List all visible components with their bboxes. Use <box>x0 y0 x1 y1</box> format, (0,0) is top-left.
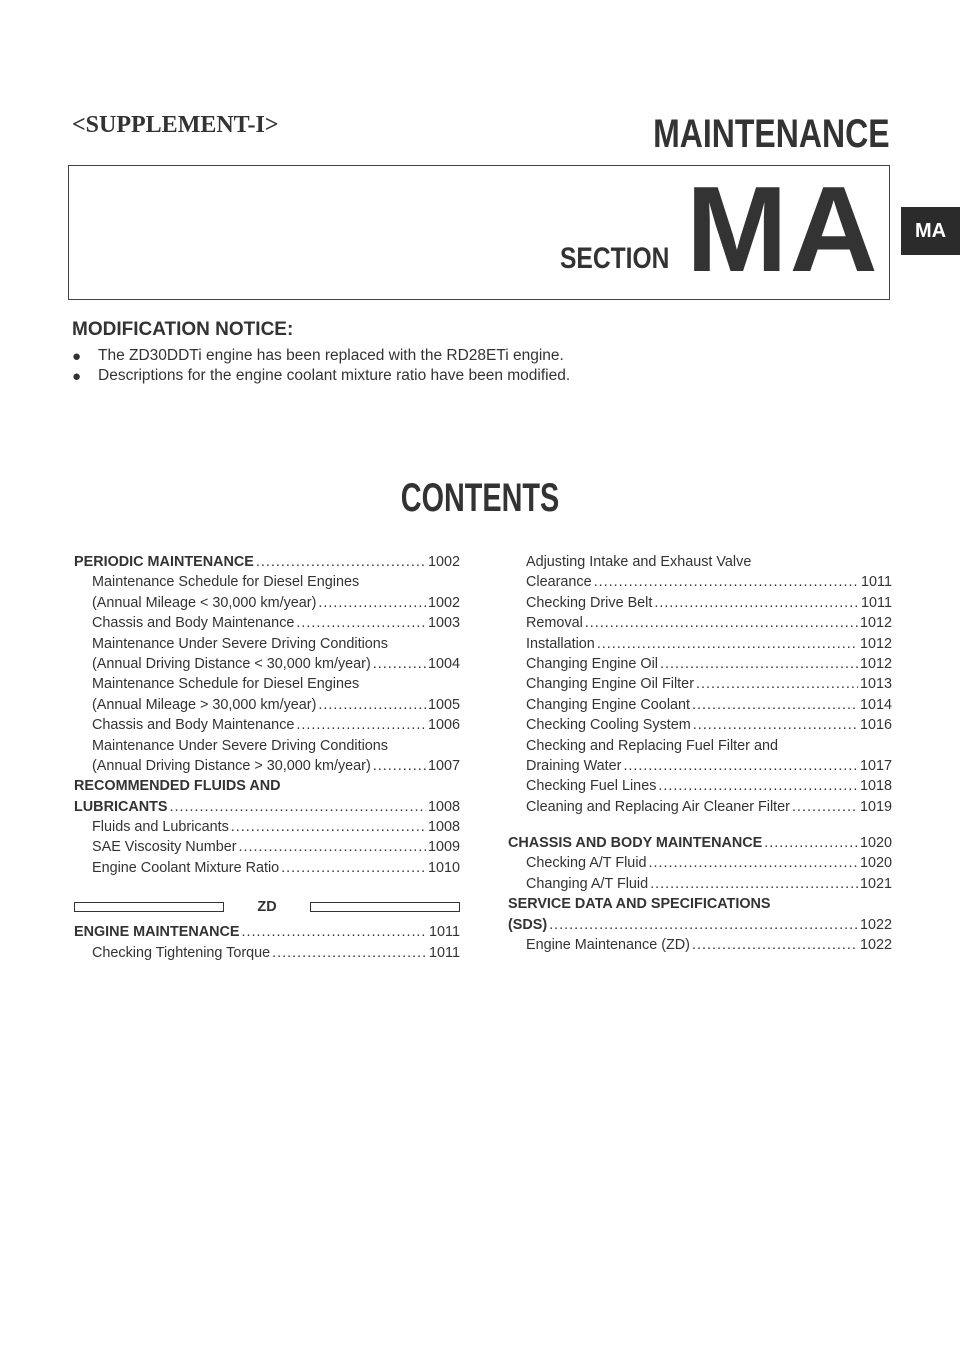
toc-entry-title: Changing Engine Coolant <box>526 696 691 713</box>
toc-entry-title: Checking Tightening Torque <box>92 944 271 961</box>
notice-text: The ZD30DDTi engine has been replaced with the RD28ETi engine. <box>98 347 564 364</box>
toc-leader <box>692 935 858 955</box>
toc-entry[interactable] <box>74 837 460 857</box>
toc-entry[interactable] <box>508 613 892 633</box>
toc-page: 1012 <box>859 655 892 672</box>
toc-entry[interactable] <box>74 858 460 878</box>
toc-entry[interactable] <box>508 776 892 796</box>
toc-leader <box>597 634 858 654</box>
toc-page: 1011 <box>429 924 460 941</box>
toc-page: 1002 <box>427 553 460 570</box>
toc-entry[interactable] <box>508 715 892 735</box>
toc-entry-chassis-body-maintenance[interactable] <box>508 833 892 853</box>
toc-entry-title: Checking Drive Belt <box>526 594 653 611</box>
toc-page: 1012 <box>859 615 892 632</box>
toc-entry[interactable] <box>508 853 892 873</box>
toc-leader <box>281 858 426 878</box>
toc-page: 1003 <box>427 615 460 632</box>
toc-entry-line[interactable]: Maintenance Schedule for Diesel Engines <box>92 676 360 693</box>
toc-leader <box>549 915 858 935</box>
toc-entry-title: Draining Water <box>526 757 622 774</box>
page-title: MAINTENANCE <box>653 112 890 156</box>
toc-entry-title: CHASSIS AND BODY MAINTENANCE <box>508 835 763 852</box>
toc-page: 1013 <box>859 676 892 693</box>
divider-bar <box>310 902 460 912</box>
toc-leader <box>594 572 859 592</box>
notice-text: Descriptions for the engine coolant mixture ratio have been modified. <box>98 367 571 384</box>
toc-leader <box>658 776 858 796</box>
toc-entry[interactable] <box>508 634 892 654</box>
toc-page: 1010 <box>427 859 460 876</box>
toc-page: 1018 <box>859 778 892 795</box>
toc-page: 1020 <box>859 855 892 872</box>
toc-entry[interactable] <box>508 756 892 776</box>
toc-entry-title: Clearance <box>526 574 592 591</box>
toc-page: 1009 <box>427 839 460 856</box>
toc-leader <box>692 695 858 715</box>
toc-page: 1005 <box>427 696 460 713</box>
modification-notice-list <box>72 346 570 386</box>
toc-entry-lubricants[interactable] <box>74 797 460 817</box>
toc-entry-title: (Annual Driving Distance > 30,000 km/year) <box>92 757 371 774</box>
toc-page: 1011 <box>861 594 892 611</box>
zd-divider-label: ZD <box>257 899 277 916</box>
toc-entry-title: Changing Engine Oil Filter <box>526 676 694 693</box>
notice-item <box>72 366 570 386</box>
toc-page: 1007 <box>427 757 460 774</box>
toc-entry-title: Chassis and Body Maintenance <box>92 615 295 632</box>
toc-entry-title: Changing A/T Fluid <box>526 875 649 892</box>
toc-leader <box>623 756 858 776</box>
toc-entry-title: PERIODIC MAINTENANCE <box>74 553 254 570</box>
toc-leader <box>231 817 426 837</box>
toc-leader <box>585 613 858 633</box>
toc-page: 1008 <box>427 819 460 836</box>
toc-leader <box>660 654 858 674</box>
spacer <box>508 817 892 833</box>
toc-leader <box>318 695 426 715</box>
toc-entry[interactable] <box>74 817 460 837</box>
toc-entry[interactable] <box>74 593 460 613</box>
toc-entry-title: Fluids and Lubricants <box>92 819 229 836</box>
toc-page: 1014 <box>859 696 892 713</box>
toc-entry[interactable] <box>508 572 892 592</box>
toc-page: 1006 <box>427 717 460 734</box>
toc-entry-line[interactable]: RECOMMENDED FLUIDS AND <box>74 778 281 795</box>
divider-bar <box>74 902 224 912</box>
toc-entry[interactable] <box>508 797 892 817</box>
toc-entry[interactable] <box>508 674 892 694</box>
contents-title: CONTENTS <box>400 476 560 520</box>
spacer <box>74 878 460 894</box>
toc-entry[interactable] <box>74 654 460 674</box>
toc-page: 1011 <box>861 574 892 591</box>
side-section-tab[interactable]: MA <box>901 207 960 255</box>
toc-entry[interactable] <box>74 756 460 776</box>
toc-entry-line[interactable]: Maintenance Under Severe Driving Conditions <box>92 737 388 754</box>
toc-entry-engine-maintenance[interactable] <box>74 922 460 942</box>
toc-entry-title: Engine Coolant Mixture Ratio <box>92 859 280 876</box>
supplement-label: <SUPPLEMENT-I> <box>72 112 279 138</box>
toc-entry-title: (Annual Driving Distance < 30,000 km/year) <box>92 655 371 672</box>
toc-leader <box>764 833 858 853</box>
contents-column-right <box>508 552 892 955</box>
toc-leader <box>693 715 858 735</box>
toc-page: 1002 <box>427 594 460 611</box>
toc-entry-periodic-maintenance[interactable] <box>74 552 460 572</box>
toc-entry-title: Cleaning and Replacing Air Cleaner Filter <box>526 798 790 815</box>
toc-page: 1022 <box>859 916 892 933</box>
toc-leader <box>649 853 858 873</box>
toc-entry[interactable] <box>508 654 892 674</box>
section-code: MA <box>686 161 880 297</box>
bullet-icon: ● <box>72 367 82 385</box>
toc-entry-line[interactable]: Maintenance Under Severe Driving Conditions <box>92 635 388 652</box>
toc-leader <box>650 874 858 894</box>
toc-page: 1019 <box>859 798 892 815</box>
toc-entry-title: Checking A/T Fluid <box>526 855 647 872</box>
toc-entry-title: LUBRICANTS <box>74 798 168 815</box>
toc-page: 1021 <box>859 875 892 892</box>
notice-item <box>72 346 570 366</box>
toc-page: 1012 <box>859 635 892 652</box>
toc-leader <box>373 654 426 674</box>
toc-entry[interactable] <box>74 715 460 735</box>
toc-entry[interactable] <box>74 695 460 715</box>
toc-entry-title: Checking Cooling System <box>526 717 691 734</box>
toc-leader <box>792 797 858 817</box>
toc-leader <box>296 613 426 633</box>
toc-entry-line[interactable]: Checking and Replacing Fuel Filter and <box>526 737 778 754</box>
toc-leader <box>170 797 426 817</box>
toc-page: 1016 <box>859 717 892 734</box>
toc-entry-title: ENGINE MAINTENANCE <box>74 924 240 941</box>
toc-entry-line[interactable]: Adjusting Intake and Exhaust Valve <box>526 554 752 570</box>
toc-entry[interactable] <box>508 593 892 613</box>
toc-page: 1020 <box>859 835 892 852</box>
toc-entry[interactable] <box>74 613 460 633</box>
toc-leader <box>239 837 426 857</box>
contents-column-left <box>74 552 460 963</box>
toc-entry[interactable] <box>508 695 892 715</box>
toc-entry-sds[interactable] <box>508 915 892 935</box>
toc-entry-line[interactable]: SERVICE DATA AND SPECIFICATIONS <box>508 896 771 913</box>
toc-page: 1008 <box>427 798 460 815</box>
toc-entry-title: SAE Viscosity Number <box>92 839 237 856</box>
toc-entry-title: (Annual Mileage > 30,000 km/year) <box>92 696 317 713</box>
toc-entry-title: Checking Fuel Lines <box>526 778 657 795</box>
toc-leader <box>373 756 426 776</box>
toc-entry-title: Chassis and Body Maintenance <box>92 717 295 734</box>
bullet-icon: ● <box>72 347 82 365</box>
toc-leader <box>318 593 426 613</box>
toc-page: 1011 <box>429 944 460 961</box>
zd-divider <box>74 896 460 918</box>
toc-entry-title: Installation <box>526 635 595 652</box>
section-word: SECTION <box>560 242 670 275</box>
toc-leader <box>296 715 426 735</box>
toc-page: 1022 <box>859 937 892 954</box>
toc-entry[interactable] <box>508 935 892 955</box>
toc-entry-title: Engine Maintenance (ZD) <box>526 937 690 954</box>
modification-notice-title: MODIFICATION NOTICE: <box>72 319 294 340</box>
toc-leader <box>696 674 858 694</box>
toc-entry-title: (SDS) <box>508 916 548 933</box>
toc-page: 1004 <box>427 655 460 672</box>
toc-entry-title: (Annual Mileage < 30,000 km/year) <box>92 594 317 611</box>
toc-leader <box>654 593 859 613</box>
toc-entry-title: Removal <box>526 615 583 632</box>
toc-leader <box>272 943 427 963</box>
toc-entry[interactable] <box>74 943 460 963</box>
toc-leader <box>256 552 426 572</box>
toc-entry-line[interactable]: Maintenance Schedule for Diesel Engines <box>92 574 360 591</box>
toc-entry-title: Changing Engine Oil <box>526 655 659 672</box>
toc-entry[interactable] <box>508 874 892 894</box>
toc-leader <box>242 922 428 942</box>
toc-page: 1017 <box>859 757 892 774</box>
